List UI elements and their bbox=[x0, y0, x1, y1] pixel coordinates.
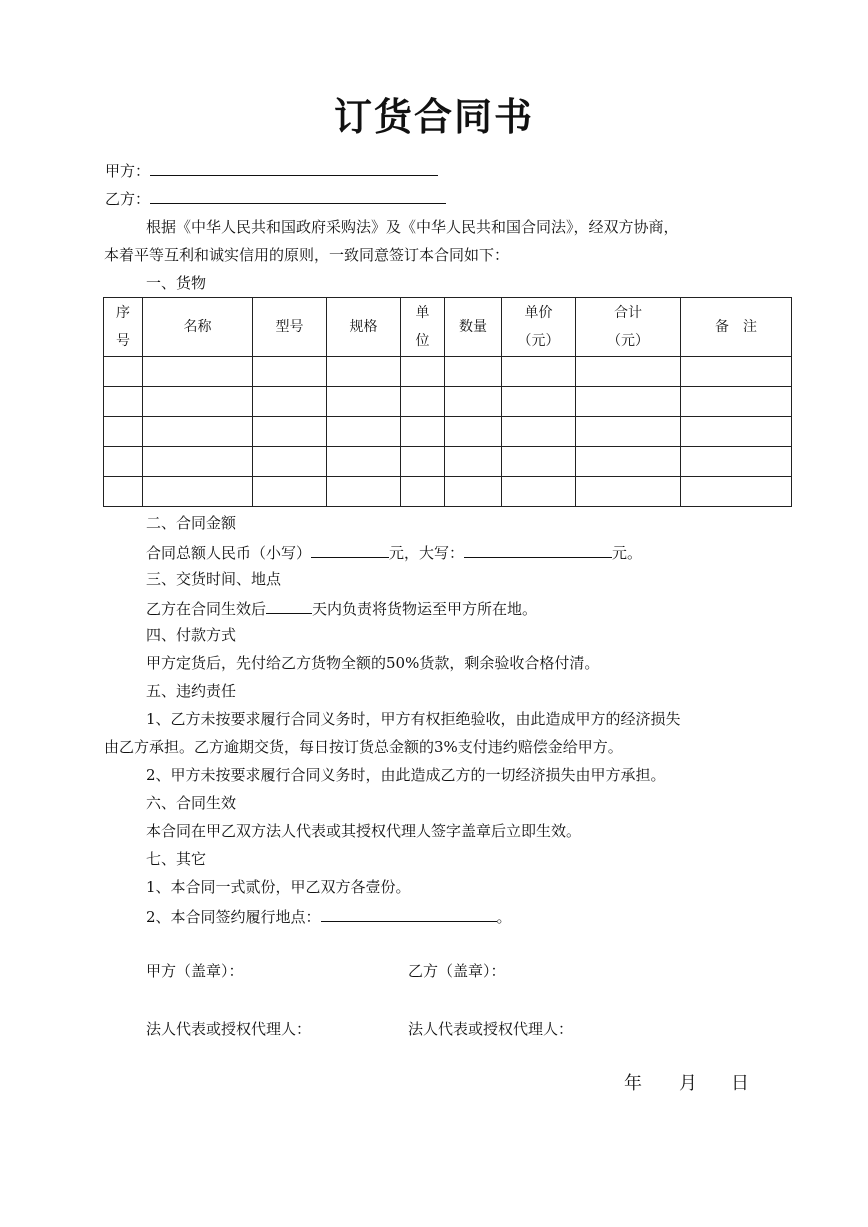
table-cell[interactable] bbox=[327, 477, 401, 507]
header-quantity: 数量 bbox=[445, 298, 502, 357]
section-other-heading: 七、其它 bbox=[146, 850, 207, 868]
payment-text: 甲方定货后，先付给乙方货物全额的50%货款，剩余验收合格付清。 bbox=[146, 654, 600, 672]
table-cell[interactable] bbox=[445, 447, 502, 477]
table-cell[interactable] bbox=[681, 447, 792, 477]
date-year-label: 年 bbox=[624, 1073, 642, 1094]
table-cell[interactable] bbox=[445, 477, 502, 507]
table-row bbox=[104, 357, 792, 387]
table-cell[interactable] bbox=[143, 357, 253, 387]
table-cell[interactable] bbox=[104, 447, 143, 477]
intro-line-2: 本着平等互利和诚实信用的原则，一致同意签订本合同如下： bbox=[104, 246, 510, 264]
table-cell[interactable] bbox=[681, 477, 792, 507]
table-cell[interactable] bbox=[445, 357, 502, 387]
table-cell[interactable] bbox=[401, 417, 445, 447]
other-2-suffix: 。 bbox=[496, 908, 512, 926]
header-unit: 单 位 bbox=[401, 298, 445, 357]
delivery-line bbox=[146, 597, 537, 619]
table-cell[interactable] bbox=[576, 387, 681, 417]
breach-2-text: 2、甲方未按要求履行合同义务时，由此造成乙方的一切经济损失由甲方承担。 bbox=[146, 766, 666, 784]
other-2-prefix: 2、本合同签约履行地点： bbox=[146, 908, 321, 926]
party-a-seal-label: 甲方（盖章）： bbox=[146, 962, 244, 980]
table-cell[interactable] bbox=[253, 477, 327, 507]
amount-suffix: 元。 bbox=[612, 544, 643, 562]
table-cell[interactable] bbox=[681, 387, 792, 417]
other-1-text: 1、本合同一式贰份，甲乙双方各壹份。 bbox=[146, 878, 411, 896]
table-cell[interactable] bbox=[576, 417, 681, 447]
section-goods-heading: 一、货物 bbox=[146, 274, 207, 292]
table-cell[interactable] bbox=[253, 357, 327, 387]
amount-words-blank[interactable] bbox=[464, 541, 612, 558]
table-cell[interactable] bbox=[401, 447, 445, 477]
table-row bbox=[104, 417, 792, 447]
header-unit-price: 单价 （元） bbox=[502, 298, 576, 357]
section-payment-heading: 四、付款方式 bbox=[146, 626, 237, 644]
delivery-prefix: 乙方在合同生效后 bbox=[146, 600, 267, 618]
table-cell[interactable] bbox=[502, 387, 576, 417]
table-cell[interactable] bbox=[681, 417, 792, 447]
header-index: 序 号 bbox=[104, 298, 143, 357]
section-effect-heading: 六、合同生效 bbox=[146, 794, 237, 812]
date-day-label: 日 bbox=[731, 1073, 749, 1094]
section-delivery-heading: 三、交货时间、地点 bbox=[146, 570, 282, 588]
table-row bbox=[104, 477, 792, 507]
table-cell[interactable] bbox=[401, 387, 445, 417]
breach-1-line-2: 由乙方承担。乙方逾期交货，每日按订货总金额的3%支付违约赔偿金给甲方。 bbox=[104, 738, 623, 756]
header-name: 名称 bbox=[143, 298, 253, 357]
party-b-line bbox=[105, 187, 446, 209]
table-cell[interactable] bbox=[502, 357, 576, 387]
table-cell[interactable] bbox=[327, 447, 401, 477]
amount-line bbox=[146, 541, 642, 563]
goods-table-header bbox=[104, 298, 792, 357]
table-cell[interactable] bbox=[327, 357, 401, 387]
party-a-rep-label: 法人代表或授权代理人： bbox=[146, 1020, 312, 1038]
party-a-line bbox=[105, 159, 438, 181]
table-cell[interactable] bbox=[104, 387, 143, 417]
party-a-blank[interactable] bbox=[150, 159, 438, 176]
section-breach-heading: 五、违约责任 bbox=[146, 682, 237, 700]
table-cell[interactable] bbox=[576, 357, 681, 387]
header-model: 型号 bbox=[253, 298, 327, 357]
date-month-label: 月 bbox=[679, 1073, 697, 1094]
party-b-rep-label: 法人代表或授权代理人： bbox=[408, 1020, 574, 1038]
table-cell[interactable] bbox=[445, 387, 502, 417]
table-cell[interactable] bbox=[401, 477, 445, 507]
delivery-days-blank[interactable] bbox=[266, 597, 312, 614]
goods-table bbox=[103, 297, 792, 507]
table-cell[interactable] bbox=[576, 477, 681, 507]
amount-figures-blank[interactable] bbox=[311, 541, 389, 558]
table-cell[interactable] bbox=[143, 417, 253, 447]
other-2-line bbox=[146, 905, 512, 927]
party-b-seal-label: 乙方（盖章）： bbox=[408, 962, 506, 980]
intro-line-1: 根据《中华人民共和国政府采购法》及《中华人民共和国合同法》，经双方协商， bbox=[146, 218, 679, 236]
header-total: 合计 （元） bbox=[576, 298, 681, 357]
table-cell[interactable] bbox=[253, 417, 327, 447]
table-cell[interactable] bbox=[143, 387, 253, 417]
table-cell[interactable] bbox=[327, 387, 401, 417]
table-cell[interactable] bbox=[104, 477, 143, 507]
table-cell[interactable] bbox=[143, 447, 253, 477]
date-line bbox=[624, 1073, 749, 1095]
table-cell[interactable] bbox=[104, 357, 143, 387]
section-amount-heading: 二、合同金额 bbox=[146, 514, 237, 532]
table-cell[interactable] bbox=[502, 477, 576, 507]
amount-prefix: 合同总额人民币（小写） bbox=[146, 544, 312, 562]
table-cell[interactable] bbox=[104, 417, 143, 447]
amount-middle: 元，大写： bbox=[389, 544, 465, 562]
header-remarks: 备 注 bbox=[681, 298, 792, 357]
breach-1-line-1: 1、乙方未按要求履行合同义务时，甲方有权拒绝验收，由此造成甲方的经济损失 bbox=[146, 710, 681, 728]
table-cell[interactable] bbox=[502, 447, 576, 477]
table-cell[interactable] bbox=[681, 357, 792, 387]
effect-text: 本合同在甲乙双方法人代表或其授权代理人签字盖章后立即生效。 bbox=[146, 822, 582, 840]
party-b-label: 乙方： bbox=[105, 190, 151, 208]
table-cell[interactable] bbox=[327, 417, 401, 447]
table-cell[interactable] bbox=[401, 357, 445, 387]
party-a-label: 甲方： bbox=[105, 162, 151, 180]
party-b-blank[interactable] bbox=[150, 187, 446, 204]
table-cell[interactable] bbox=[253, 387, 327, 417]
table-cell[interactable] bbox=[445, 417, 502, 447]
table-row bbox=[104, 447, 792, 477]
table-cell[interactable] bbox=[253, 447, 327, 477]
table-cell[interactable] bbox=[143, 477, 253, 507]
delivery-suffix: 天内负责将货物运至甲方所在地。 bbox=[312, 600, 538, 618]
header-spec: 规格 bbox=[327, 298, 401, 357]
document-title: 订货合同书 bbox=[333, 94, 534, 139]
table-cell[interactable] bbox=[576, 447, 681, 477]
table-row bbox=[104, 387, 792, 417]
signing-place-blank[interactable] bbox=[321, 905, 497, 922]
table-cell[interactable] bbox=[502, 417, 576, 447]
